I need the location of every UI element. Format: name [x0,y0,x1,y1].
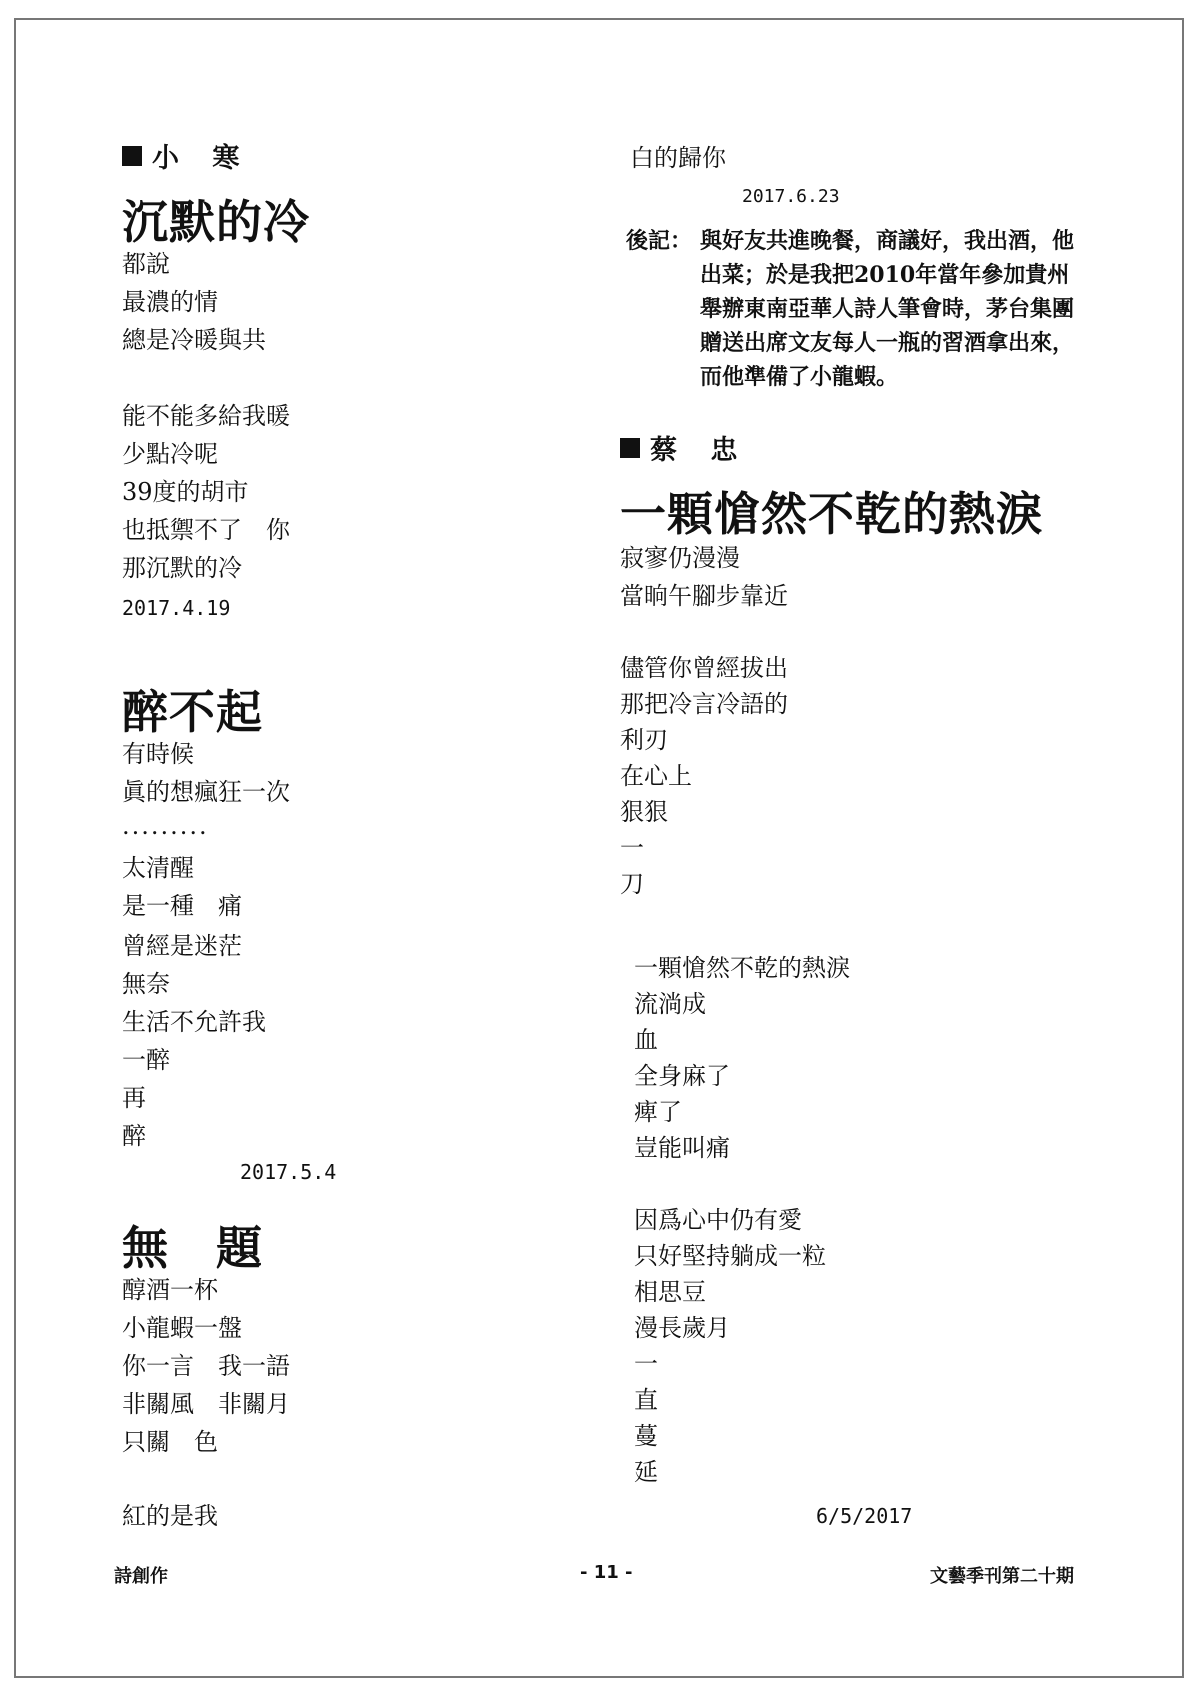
postscript-label: 後記： [626,228,693,254]
poem-line: 白的歸你 [630,144,726,172]
poem-line: 眞的想瘋狂一次 [122,778,290,806]
poem-line: 利刃 [620,726,668,754]
poem-line: 那沉默的冷 [122,554,242,582]
poem-line: 無奈 [122,970,170,998]
poem-line: 曾經是迷茫 [122,932,242,960]
postscript [626,224,1086,390]
poem-line: 小龍蝦一盤 [122,1314,242,1342]
poem-line: 流淌成 [634,990,706,1018]
poem-line: 39度的胡市 [122,478,249,506]
poem-line: 有時候 [122,740,194,768]
poem-line: 是一種 痛 [122,892,242,920]
poem-line: 刀 [620,870,644,898]
poem-line: 你一言 我一語 [122,1352,290,1380]
poem-line: 那把冷言冷語的 [620,690,788,718]
square-bullet-icon [620,438,640,458]
footer-section-label: 詩創作 [114,1566,168,1587]
poem-line: 相思豆 [634,1278,706,1306]
poem-line: 也抵禦不了 你 [122,516,290,544]
poem-line: 延 [634,1458,658,1486]
square-bullet-icon [122,146,142,166]
poem-line: 漫長歲月 [634,1314,730,1342]
footer-publication-label: 文藝季刊第二十期 [930,1566,1074,1587]
poem-line: 少點冷呢 [122,440,218,468]
poem-line: 只關 色 [122,1428,218,1456]
poem-line: 儘管你曾經拔出 [620,654,788,682]
author-heading [122,136,251,175]
poem-line: 一 [634,1350,658,1378]
poem-line: 當晌午腳步靠近 [620,582,788,610]
author-name: 蔡 忠 [650,435,750,466]
poem-line: 總是冷暖與共 [122,326,266,354]
poem-date: 6/5/2017 [816,1504,913,1528]
author-heading [620,428,749,467]
footer-page-number: - 11 - [580,1562,633,1583]
poem-line: 一 [620,834,644,862]
poem-line: 再 [122,1084,146,1112]
poem-line: 只好堅持躺成一粒 [634,1242,826,1270]
poem-line: 紅的是我 [122,1502,218,1530]
poem-line: 全身麻了 [634,1062,730,1090]
poem-date: 2017.5.4 [240,1160,337,1184]
poem-line: 太清醒 [122,854,194,882]
poem-title: 醉不起 [122,685,263,739]
poem-line: 狠狠 [620,798,668,826]
poem-line: 醇酒一杯 [122,1276,218,1304]
poem-line: 一顆愴然不乾的熱淚 [634,954,850,982]
poem-title: 無 題 [122,1221,263,1275]
poem-line: 血 [634,1026,658,1054]
poem-title: 沉默的冷 [122,195,310,249]
poem-line: 非關風 非關月 [122,1390,290,1418]
poem-line: 直 [634,1386,658,1414]
poem-line: 都說 [122,250,170,278]
author-name: 小 寒 [152,143,252,174]
poem-line: 寂寥仍漫漫 [620,544,740,572]
poem-line: 一醉 [122,1046,170,1074]
poem-line: 因爲心中仍有愛 [634,1206,802,1234]
poem-line: ......... [122,812,209,840]
poem-line: 蔓 [634,1422,658,1450]
poem-line: 豈能叫痛 [634,1134,730,1162]
poem-line: 生活不允許我 [122,1008,266,1036]
postscript-text: 與好友共進晚餐，商議好，我出酒，他出菜；於是我把2010年當年參加貴州舉辦東南亞華人詩人筆會時，茅台集團贈送出席文友每人一瓶的習酒拿出來，而他準備了小龍蝦。 [700,228,1075,390]
poem-line: 醉 [122,1122,146,1150]
poem-date: 2017.6.23 [742,186,840,207]
poem-line: 痺了 [634,1098,682,1126]
poem-title: 一顆愴然不乾的熱淚 [620,487,1043,541]
poem-line: 能不能多給我暖 [122,402,290,430]
poem-line: 在心上 [620,762,692,790]
poem-date: 2017.4.19 [122,596,231,620]
poem-line: 最濃的情 [122,288,218,316]
